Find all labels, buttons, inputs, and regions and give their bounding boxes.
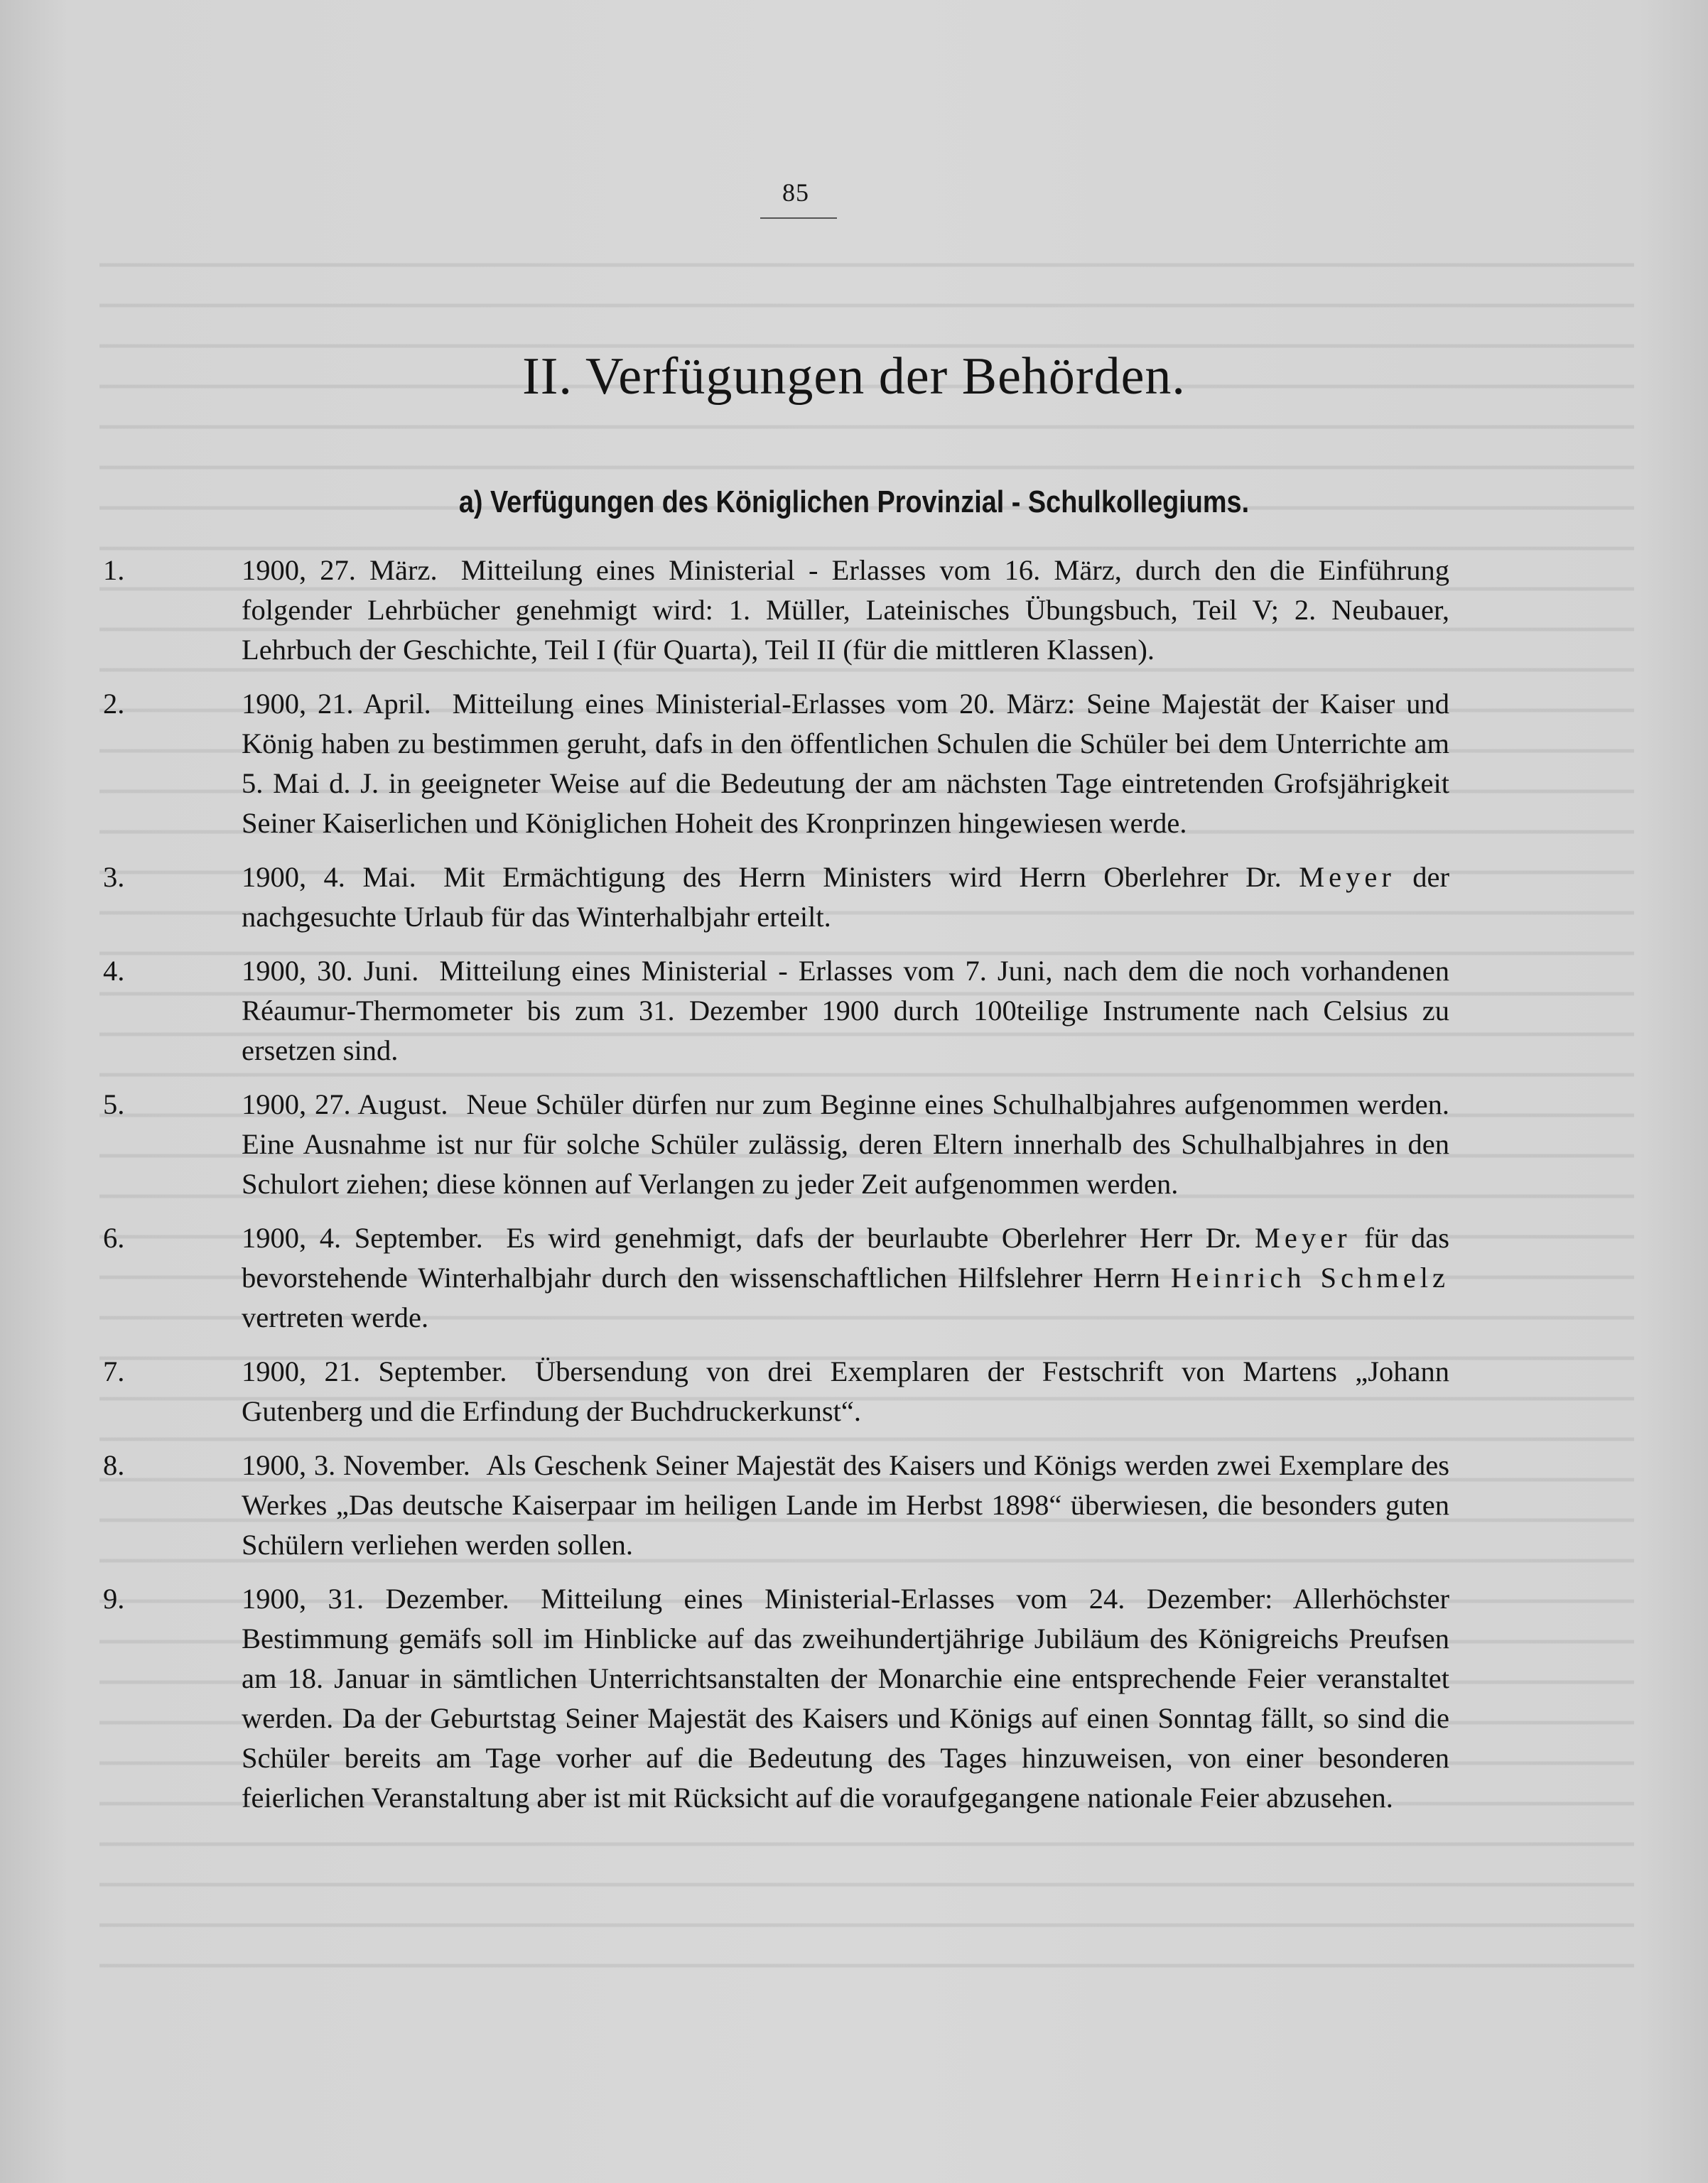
person-name: Meyer <box>1299 861 1395 893</box>
decree-body <box>242 857 1449 937</box>
decree-text: der nachgesuchte Urlaub für das Winterhalbjahr erteilt. <box>242 861 1450 933</box>
decree-item <box>103 684 1449 843</box>
decree-number: 2. <box>103 688 125 720</box>
decree-body <box>242 551 1449 670</box>
decree-number: 6. <box>103 1222 125 1254</box>
decree-date: 1900, 27. März. <box>242 554 438 586</box>
decree-item <box>103 1579 1449 1818</box>
decree-text: für das bevorstehende Winterhalbjahr durch den wissenschaftlichen Hilfslehrer Herrn <box>242 1222 1450 1294</box>
decree-number: 4. <box>103 955 125 987</box>
person-name: Meyer <box>1254 1222 1351 1254</box>
decree-date: 1900, 21. September. <box>242 1355 507 1387</box>
decree-body <box>242 1218 1449 1338</box>
decree-text: vertreten werde. <box>242 1301 429 1333</box>
decree-item <box>103 1085 1449 1204</box>
decree-text: Neue Schüler dürfen nur zum Beginne eines Schulhalbjahres aufgenommen werden. Eine Ausnahme ist nur für solche Schüler zulässig, deren Eltern innerhalb des Schulhalbjahres in den Schulort ziehen; diese können auf Verlangen zu jeder Zeit aufgenommen werden. <box>242 1088 1450 1200</box>
decree-item <box>103 857 1449 937</box>
decree-number: 1. <box>103 554 125 586</box>
decree-text: Mitteilung eines Ministerial-Erlasses vom 24. Dezember: Allerhöchster Bestimmung gemäfs soll im Hinblicke auf das zweihundertjährige Jubiläum des Königreichs Preufsen am 18. Januar in sämtlichen Unterrichtsanstalten der Monarchie eine entsprechende Feier veranstaltet werden. Da der Geburtstag Seiner Majestät des Kaisers und Königs auf einen Sonntag fällt, so sind die Schüler bereits am Tage vorher auf die Bedeutung des Tages hinzuweisen, von einer besonderen feierlichen Veranstaltung aber ist mit Rücksicht auf die voraufgegangene nationale Feier abzusehen. <box>242 1583 1449 1814</box>
page-number-rule <box>760 217 837 219</box>
decree-item <box>103 551 1449 670</box>
decree-number: 5. <box>103 1088 125 1120</box>
decree-date: 1900, 21. April. <box>242 688 431 720</box>
decree-body <box>242 951 1449 1071</box>
decree-item <box>103 1352 1449 1431</box>
decree-body <box>242 684 1449 843</box>
decree-body <box>242 1352 1449 1431</box>
decree-item <box>103 1218 1449 1338</box>
decree-number: 9. <box>103 1583 125 1615</box>
decree-text: Es wird genehmigt, dafs der beurlaubte Oberlehrer Herr Dr. <box>506 1222 1242 1254</box>
decree-text: Als Geschenk Seiner Majestät des Kaisers und Königs werden zwei Exemplare des Werkes „Das deutsche Kaiserpaar im heiligen Lande im Herbst 1898“ überwiesen, die besonders guten Schülern verliehen werden sollen. <box>242 1449 1450 1561</box>
decree-list <box>103 551 1449 1832</box>
decree-body <box>242 1446 1449 1565</box>
decree-item <box>103 1446 1449 1565</box>
decree-date: 1900, 3. November. <box>242 1449 470 1481</box>
decree-number: 8. <box>103 1449 125 1481</box>
decree-text: Mitteilung eines Ministerial - Erlasses vom 16. März, durch den die Einführung folgender Lehrbücher genehmigt wird: 1. Müller, Lateinisches Übungsbuch, Teil V; 2. Neubauer, Lehrbuch der Geschichte, Teil I (für Quarta), Teil II (für die mittleren Klassen). <box>242 554 1450 666</box>
decree-body <box>242 1579 1449 1818</box>
person-name: Heinrich Schmelz <box>1170 1262 1449 1294</box>
decree-date: 1900, 30. Juni. <box>242 955 419 987</box>
decree-item <box>103 951 1449 1071</box>
decree-date: 1900, 31. Dezember. <box>242 1583 509 1615</box>
subsection-title: a) Verfügungen des Königlichen Provinzial - Schulkollegiums. <box>458 484 1250 519</box>
decree-body <box>242 1085 1449 1204</box>
decree-number: 3. <box>103 861 125 893</box>
decree-date: 1900, 27. August. <box>242 1088 448 1120</box>
decree-date: 1900, 4. Mai. <box>242 861 416 893</box>
section-title: II. Verfügungen der Behörden. <box>522 347 1186 406</box>
decree-text: Mitteilung eines Ministerial - Erlasses vom 7. Juni, nach dem die noch vorhandenen Réaumur-Thermometer bis zum 31. Dezember 1900 durch 100teilige Instrumente nach Celsius zu ersetzen sind. <box>242 955 1450 1066</box>
decree-date: 1900, 4. September. <box>242 1222 483 1254</box>
decree-text: Übersendung von drei Exemplaren der Festschrift von Martens „Johann Gutenberg und die Erfindung der Buchdruckerkunst“. <box>242 1355 1450 1427</box>
page-number: 85 <box>782 178 809 207</box>
decree-text: Mitteilung eines Ministerial-Erlasses vom 20. März: Seine Majestät der Kaiser und König haben zu bestimmen geruht, dafs in den öffentlichen Schulen die Schüler bei dem Unterrichte am 5. Mai d. J. in geeigneter Weise auf die Bedeutung der am nächsten Tage eintretenden Grofsjährigkeit Seiner Kaiserlichen und Königlichen Hoheit des Kronprinzen hingewiesen werde. <box>242 688 1450 839</box>
decree-number: 7. <box>103 1355 125 1387</box>
decree-text: Mit Ermächtigung des Herrn Ministers wird Herrn Oberlehrer Dr. <box>443 861 1282 893</box>
